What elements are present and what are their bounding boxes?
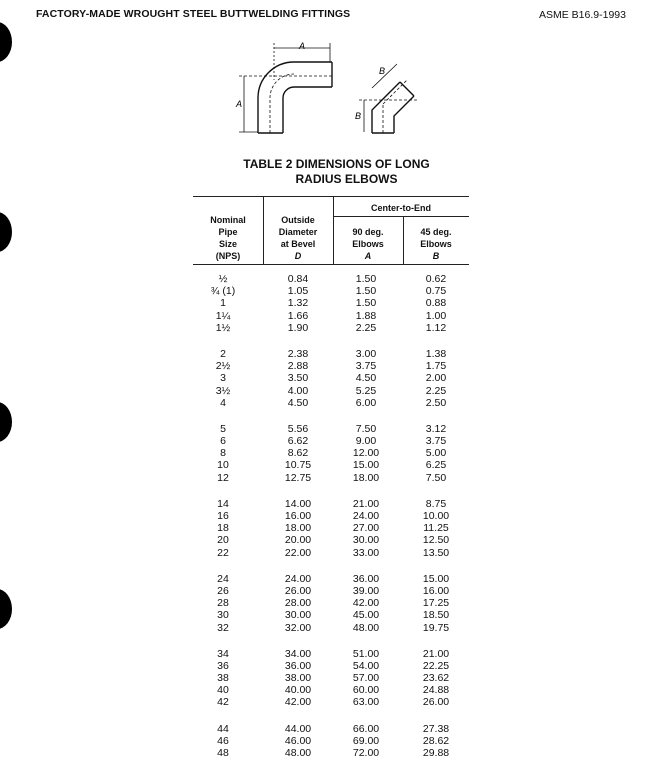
table-row [193,447,469,459]
cell-outside-diameter: 48.00 [284,747,312,759]
cell-45-deg: 1.75 [425,360,447,373]
cell-45-deg: 11.25 [423,522,449,535]
cell-45-deg: 6.25 [425,459,447,472]
cell-nps: 14 [217,497,229,510]
table-body [193,273,469,773]
cell-nps: 20 [217,534,229,547]
cell-90-deg: 1.88 [355,309,377,322]
cell-outside-diameter: 1.66 [287,309,309,322]
cell-45-deg: 23.62 [422,672,450,685]
table-row [193,622,469,634]
cell-outside-diameter: 28.00 [284,597,312,610]
cell-45-deg: 21.00 [422,647,450,660]
column-header-90-deg [333,226,403,262]
group-header-rule [333,216,469,217]
table-row [193,585,469,597]
cell-45-deg: 22.25 [422,659,450,672]
cell-nps: 42 [217,696,229,709]
cell-90-deg: 45.00 [352,609,380,622]
column-header-line: 45 deg. [420,227,452,237]
cell-90-deg: 54.00 [352,659,380,672]
table-title-line-1: TABLE 2 DIMENSIONS OF LONG [243,157,430,171]
cell-nps: 46 [217,734,229,747]
cell-45-deg: 19.75 [422,621,450,634]
table-row [193,397,469,409]
table-row [193,597,469,609]
cell-outside-diameter: 1.90 [287,321,309,334]
column-header-outside-diameter [263,214,333,262]
cell-nps: 1 [220,297,226,310]
cell-90-deg: 57.00 [352,672,380,685]
cell-nps: 2 [220,347,226,360]
cell-nps: 34 [217,647,229,660]
table-row [193,310,469,322]
cell-nps: 36 [217,659,229,672]
cell-nps: 10 [217,459,229,472]
cell-nps: 6 [220,435,226,448]
table-row [193,510,469,522]
cell-45-deg: 16.00 [422,584,450,597]
cell-outside-diameter: 4.50 [287,396,309,409]
cell-45-deg: 3.12 [425,422,447,435]
cell-90-deg: 1.50 [355,285,377,298]
column-header-nps [193,214,263,262]
binder-hole [0,589,12,629]
cell-45-deg: 15.00 [422,572,450,585]
cell-nps: 3 [220,372,226,385]
cell-90-deg: 5.25 [355,384,377,397]
cell-90-deg: 9.00 [355,435,377,448]
cell-outside-diameter: 6.62 [287,435,309,448]
cell-outside-diameter: 30.00 [284,609,312,622]
dimension-a-top-label: A [298,41,306,51]
column-header-symbol: B [432,251,440,261]
cell-90-deg: 12.00 [352,447,380,460]
cell-outside-diameter: 16.00 [284,510,312,522]
cell-nps: 8 [220,447,226,460]
table-row [193,672,469,684]
dimension-b-top-label: B [379,66,386,76]
cell-outside-diameter: 36.00 [284,659,312,672]
cell-45-deg: 1.38 [425,347,447,360]
cell-45-deg: 0.75 [425,285,447,298]
table-row [193,573,469,585]
table-row [193,648,469,660]
table-row-group [193,498,469,559]
cell-90-deg: 1.50 [355,297,377,310]
table-row [193,459,469,471]
cell-45-deg: 8.75 [425,497,447,510]
document-header-title: FACTORY-MADE WROUGHT STEEL BUTTWELDING FITTINGS [36,8,351,20]
cell-90-deg: 72.00 [352,747,380,759]
table-row [193,696,469,708]
cell-45-deg: 28.62 [422,734,450,747]
column-header-line: Pipe [218,227,238,237]
cell-45-deg: 2.25 [425,384,447,397]
cell-45-deg: 3.75 [425,435,447,448]
elbow-90-centerline [270,74,294,133]
cell-nps: 16 [217,510,229,522]
cell-nps: 3½ [215,384,231,397]
column-header-line: Outside [281,215,315,225]
cell-90-deg: 18.00 [352,471,380,484]
table-row [193,723,469,735]
table-row [193,285,469,297]
cell-45-deg: 1.12 [425,321,447,334]
cell-outside-diameter: 20.00 [284,534,312,547]
cell-45-deg: 13.50 [422,546,450,559]
table-row [193,547,469,559]
cell-nps: 38 [217,672,229,685]
cell-90-deg: 33.00 [352,546,380,559]
cell-45-deg: 27.38 [422,722,450,735]
table-row [193,735,469,747]
cell-outside-diameter: 18.00 [284,522,312,535]
table-row [193,273,469,285]
cell-90-deg: 42.00 [352,597,380,610]
table-row [193,660,469,672]
cell-outside-diameter: 38.00 [284,672,312,685]
cell-45-deg: 29.88 [422,747,450,759]
elbow-45-inner-wall [394,96,414,133]
dimension-b-side-label: B [354,111,361,121]
table-top-rule [193,196,469,197]
cell-45-deg: 0.88 [425,297,447,310]
cell-45-deg: 5.00 [425,447,447,460]
cell-90-deg: 48.00 [352,621,380,634]
table-row [193,472,469,484]
column-header-symbol: D [294,251,302,261]
cell-nps: ½ [218,273,228,285]
cell-nps: 40 [217,684,229,697]
cell-outside-diameter: 2.88 [287,360,309,373]
table-row [193,747,469,759]
cell-nps: 26 [217,584,229,597]
cell-45-deg: 12.50 [422,534,450,547]
table-row [193,498,469,510]
column-header-line: Elbows [420,239,452,249]
cell-nps: 32 [217,621,229,634]
table-row [193,435,469,447]
cell-90-deg: 1.50 [355,273,377,285]
column-header-line: Diameter [278,227,318,237]
cell-90-deg: 3.75 [355,360,377,373]
cell-90-deg: 15.00 [352,459,380,472]
table-row-group [193,648,469,709]
dimension-a-side-label: A [235,99,242,109]
column-header-line: 90 deg. [352,227,384,237]
table-row [193,684,469,696]
cell-outside-diameter: 2.38 [287,347,309,360]
table-title-line-2: RADIUS ELBOWS [295,172,398,186]
cell-45-deg: 2.00 [425,372,447,385]
table-row [193,385,469,397]
cell-45-deg: 1.00 [425,309,447,322]
table-row-group [193,273,469,334]
table-row [193,322,469,334]
cell-90-deg: 63.00 [352,696,380,709]
table-row [193,423,469,435]
cell-outside-diameter: 46.00 [284,734,312,747]
column-header-line: (NPS) [215,251,241,261]
table-row [193,372,469,384]
cell-90-deg: 21.00 [352,497,380,510]
table-title [0,157,671,187]
cell-nps: 4 [220,396,226,409]
elbow-90-inner-wall [283,87,332,133]
table-row-group [193,573,469,634]
binder-hole [0,212,12,252]
column-header-45-deg [403,226,469,262]
elbow-diagram [234,40,434,140]
cell-outside-diameter: 44.00 [284,722,312,735]
binder-hole [0,402,12,442]
cell-nps: 18 [217,522,229,535]
cell-90-deg: 3.00 [355,347,377,360]
cell-outside-diameter: 1.32 [287,297,309,310]
table-row [193,297,469,309]
cell-90-deg: 39.00 [352,584,380,597]
cell-nps: 22 [217,546,229,559]
table-row [193,348,469,360]
column-header-line: Size [218,239,237,249]
cell-outside-diameter: 4.00 [287,384,309,397]
cell-outside-diameter: 22.00 [284,546,312,559]
cell-outside-diameter: 12.75 [284,471,312,484]
cell-outside-diameter: 24.00 [284,572,312,585]
elbow-45-outer-wall [372,82,400,133]
cell-90-deg: 66.00 [352,722,380,735]
cell-45-deg: 26.00 [422,696,450,709]
cell-outside-diameter: 34.00 [284,647,312,660]
cell-45-deg: 18.50 [422,609,450,622]
cell-outside-diameter: 32.00 [284,621,312,634]
cell-90-deg: 60.00 [352,684,380,697]
cell-90-deg: 27.00 [352,522,380,535]
cell-nps: 12 [217,471,229,484]
column-header-line: Nominal [210,215,246,225]
cell-90-deg: 2.25 [355,321,377,334]
cell-nps: 5 [220,422,226,435]
cell-nps: 28 [217,597,229,610]
cell-nps: 44 [217,722,229,735]
cell-outside-diameter: 1.05 [287,285,309,298]
cell-nps: 30 [217,609,229,622]
column-header-symbol: A [364,251,372,261]
cell-outside-diameter: 8.62 [287,447,309,460]
cell-outside-diameter: 40.00 [284,684,312,697]
elbow-90-outer-wall [258,62,332,133]
cell-90-deg: 30.00 [352,534,380,547]
table-row [193,534,469,546]
cell-45-deg: 0.62 [425,273,447,285]
column-header-line: at Bevel [280,239,316,249]
cell-nps: 2½ [215,360,231,373]
table-header-rule [193,264,469,265]
table-row-group [193,423,469,484]
table-row [193,360,469,372]
cell-90-deg: 69.00 [352,734,380,747]
cell-nps: ¾ (1) [210,285,236,298]
cell-nps: 48 [217,747,229,759]
cell-outside-diameter: 0.84 [287,273,309,285]
cell-nps: 1½ [215,321,231,334]
cell-outside-diameter: 3.50 [287,372,309,385]
cell-45-deg: 7.50 [425,471,447,484]
cell-90-deg: 51.00 [352,647,380,660]
cell-90-deg: 36.00 [352,572,380,585]
cell-45-deg: 24.88 [422,684,450,697]
table-row [193,609,469,621]
document-header-standard: ASME B16.9-1993 [539,9,626,21]
cell-outside-diameter: 10.75 [284,459,312,472]
cell-45-deg: 17.25 [422,597,450,610]
cell-90-deg: 6.00 [355,396,377,409]
cell-nps: 1¼ [215,309,231,322]
cell-45-deg: 2.50 [425,396,447,409]
cell-nps: 24 [217,572,229,585]
table-row-group [193,348,469,409]
cell-outside-diameter: 5.56 [287,422,309,435]
binder-hole [0,22,12,62]
table-row [193,522,469,534]
cell-outside-diameter: 26.00 [284,584,312,597]
cell-45-deg: 10.00 [422,510,450,522]
cell-outside-diameter: 14.00 [284,497,312,510]
column-header-line: Elbows [352,239,384,249]
cell-90-deg: 24.00 [352,510,380,522]
cell-90-deg: 7.50 [355,422,377,435]
cell-90-deg: 4.50 [355,372,377,385]
group-header-center-to-end: Center-to-End [371,203,431,213]
cell-outside-diameter: 42.00 [284,696,312,709]
